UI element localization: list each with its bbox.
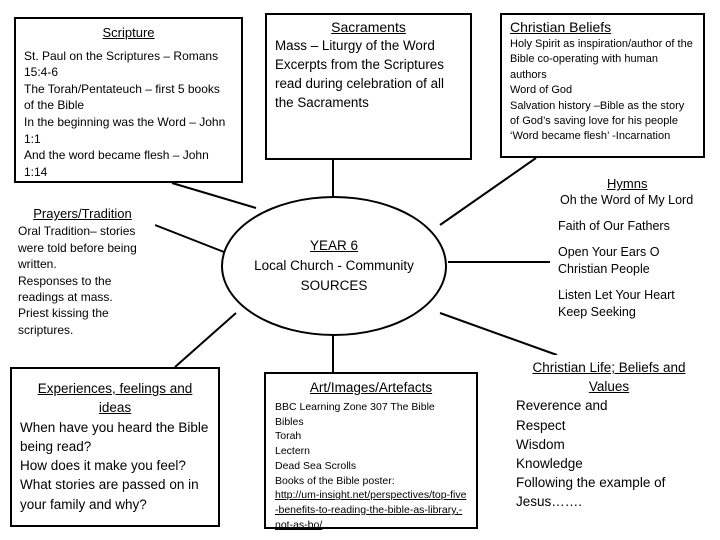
prayers-tradition-box [10,206,155,338]
prayers-line: Oral Tradition– stories were told before being written. [18,224,137,272]
center-hub-ellipse [221,196,447,336]
beliefs-line: ‘Word became flesh’ -Incarnation [510,130,671,143]
scripture-box [14,17,243,183]
connector-life [440,313,557,355]
sacraments-body: Mass – Liturgy of the Word Excerpts from the Scriptures read during celebration of all the Sacraments [275,38,444,110]
experiences-box [10,367,220,527]
art-line: Books of the Bible poster: [275,474,395,487]
beliefs-line: Salvation history –Bible as the story of God’s saving love for his people [510,99,685,128]
art-line: Bibles [275,415,304,428]
christian-life-title: Christian Life; Beliefs and Values [532,360,686,395]
hub-topic: Local Church - Community [254,258,414,273]
life-line: Knowledge [516,456,583,472]
scripture-line: And the word became flesh – John 1:14 [24,148,209,179]
hub-year: YEAR 6 [309,238,359,253]
art-line: Lectern [275,445,311,458]
sacraments-box [265,13,472,160]
hymn-item: Listen Let Your Heart Keep Seeking [558,288,675,319]
hub-sources: SOURCES [300,278,368,293]
bible-poster-link[interactable]: http://um-insight.net/perspectives/top-five-benefits-to-reading-the-bible-as-library,-not-as-bo/ [275,489,467,531]
art-line: Dead Sea Scrolls [275,459,357,472]
hymns-box [550,175,710,330]
scripture-line: St. Paul on the Scriptures – Romans 15:4-6 [24,48,219,80]
christian-life-box [508,355,710,515]
art-title: Art/Images/Artefacts [309,380,433,395]
sacraments-title: Sacraments [331,19,406,35]
experiences-line: How does it make you feel? [20,458,186,474]
connector-beliefs [440,158,536,225]
hymn-item: Open Your Ears O Christian People [558,245,660,276]
connector-experiences [175,313,236,367]
scripture-line: The Torah/Pentateuch – first 5 books of the Bible [24,81,220,113]
art-line: Torah [275,430,302,443]
prayers-line: Priest kissing the scriptures. [18,306,109,337]
beliefs-line: Word of God [510,84,573,97]
hymn-item: Oh the Word of My Lord [560,193,694,207]
connector-scripture [172,183,256,208]
life-line: Wisdom [516,436,565,452]
experiences-title: Experiences, feelings and ideas [37,381,193,416]
scripture-line: In the beginning was the Word – John 1:1 [24,114,226,146]
life-line: Following the example of Jesus……. [516,475,666,510]
prayers-tradition-title: Prayers/Tradition [33,206,132,221]
art-line: BBC Learning Zone 307 The Bible [275,401,435,413]
hymns-title: Hymns [607,176,648,191]
christian-beliefs-box [500,13,705,158]
experiences-line: What stories are passed on in your family and why? [20,477,199,512]
life-line: Reverence and Respect [516,398,608,433]
hymn-item: Faith of Our Fathers [558,219,670,233]
prayers-line: Responses to the readings at mass. [18,273,113,305]
scripture-title: Scripture [102,25,155,40]
connector-prayers [155,225,224,252]
experiences-line: When have you heard the Bible being read? [20,419,209,454]
beliefs-line: Holy Spirit as inspiration/author of the Bible co-operating with human authors [510,38,693,81]
art-artefacts-box [264,372,478,529]
christian-beliefs-title: Christian Beliefs [510,19,612,35]
